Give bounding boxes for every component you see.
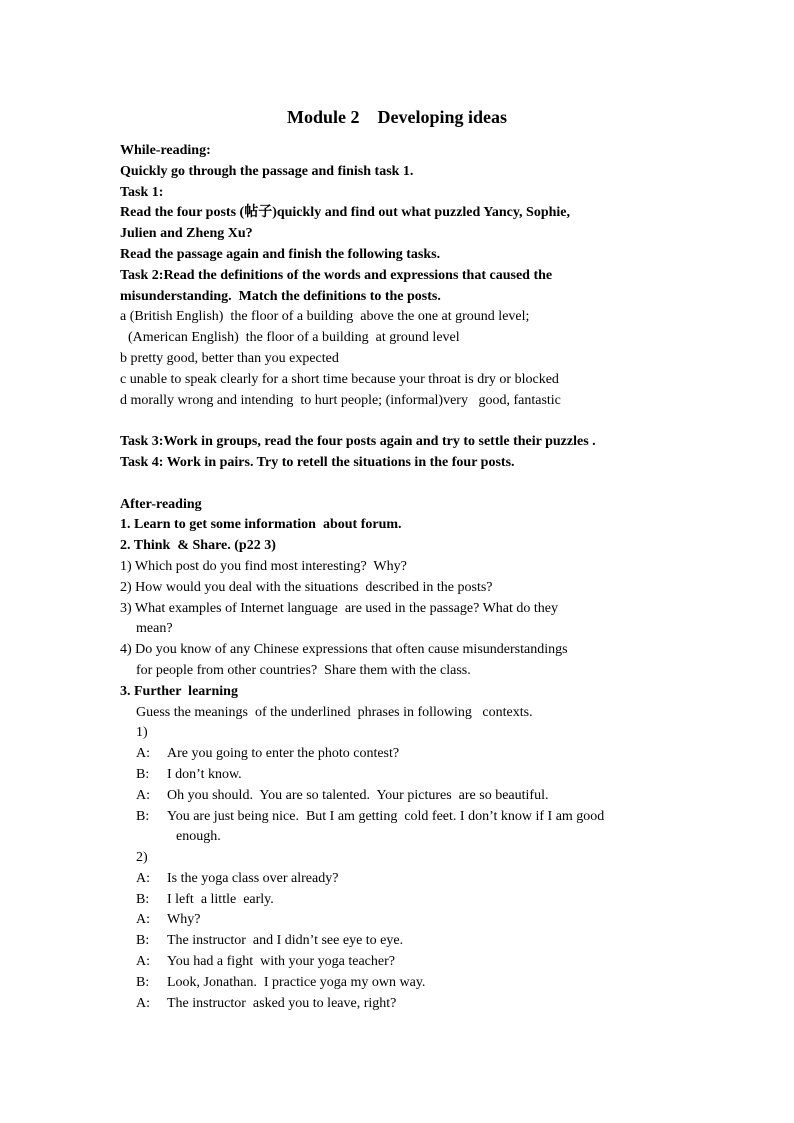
guess-instruction: Guess the meanings of the underlined phrases in following contexts.: [136, 704, 533, 720]
dialog-text: I don’t know.: [167, 766, 242, 782]
dialog-text: You had a fight with your yoga teacher?: [167, 954, 395, 970]
task2-line2: misunderstanding. Match the definitions to the posts.: [120, 288, 441, 304]
definition-a: a (British English) the floor of a building above the one at ground level;: [120, 309, 530, 325]
speaker-label: A:: [136, 954, 150, 970]
after-reading-item3: 3. Further learning: [120, 683, 238, 699]
dialog-line: [120, 973, 680, 994]
document-body: [120, 141, 680, 1014]
question-3-continued: mean?: [136, 621, 173, 637]
question-3: 3) What examples of Internet language are used in the passage? What do they: [120, 600, 558, 616]
speaker-label: B:: [136, 891, 150, 907]
question-1: 1) Which post do you find most interesting? Why?: [120, 558, 407, 574]
task1-label: Task 1:: [120, 184, 164, 200]
instruction-tasks: Read the passage again and finish the following tasks.: [120, 246, 441, 262]
spacer: [120, 411, 680, 432]
definition-c: c unable to speak clearly for a short time because your throat is dry or blocked: [120, 371, 559, 387]
dialog-text: Look, Jonathan. I practice yoga my own way.: [167, 974, 426, 990]
speaker-label: B:: [136, 808, 150, 824]
dialog-line: [120, 744, 680, 765]
definition-d: d morally wrong and intending to hurt people; (informal)very good, fantastic: [120, 392, 561, 408]
after-reading-item1: 1. Learn to get some information about forum.: [120, 517, 402, 533]
task2-line1: Task 2:Read the definitions of the words and expressions that caused the: [120, 267, 553, 283]
dialog-continuation: enough.: [176, 829, 221, 845]
after-reading-heading: After-reading: [120, 496, 202, 512]
speaker-label: B:: [136, 933, 150, 949]
dialog-line: [120, 931, 680, 952]
dialog-line: [120, 869, 680, 890]
dialog-text: Why?: [167, 912, 201, 928]
dialog-text: Is the yoga class over already?: [167, 870, 339, 886]
dialog-line: [120, 765, 680, 786]
dialog2-number: 2): [136, 850, 148, 866]
instruction-task1: Quickly go through the passage and finish task 1.: [120, 163, 414, 179]
spacer: [120, 474, 680, 495]
page-title: Module 2 Developing ideas: [286, 107, 507, 127]
task1-text-line1: Read the four posts (帖子)quickly and find out what puzzled Yancy, Sophie,: [120, 205, 571, 221]
speaker-label: A:: [136, 746, 150, 762]
speaker-label: B:: [136, 766, 150, 782]
speaker-label: A:: [136, 787, 150, 803]
speaker-label: A:: [136, 912, 150, 928]
dialog-text: The instructor and I didn’t see eye to eye.: [167, 933, 404, 949]
task4: Task 4: Work in pairs. Try to retell the situations in the four posts.: [120, 454, 515, 470]
while-reading-heading: While-reading:: [120, 143, 211, 158]
definition-b: b pretty good, better than you expected: [120, 350, 339, 366]
dialog-line: [120, 807, 680, 828]
dialog-line: [120, 786, 680, 807]
dialog-text: I left a little early.: [167, 891, 274, 907]
dialog-text: Oh you should. You are so talented. Your pictures are so beautiful.: [167, 787, 549, 803]
dialog-text: The instructor asked you to leave, right?: [167, 995, 397, 1011]
speaker-label: A:: [136, 870, 150, 886]
task1-text-line2: Julien and Zheng Xu?: [120, 226, 253, 242]
dialog-line: [120, 890, 680, 911]
after-reading-item2: 2. Think & Share. (p22 3): [120, 538, 276, 554]
speaker-label: B:: [136, 974, 150, 990]
question-2: 2) How would you deal with the situations described in the posts?: [120, 579, 493, 595]
task3: Task 3:Work in groups, read the four posts again and try to settle their puzzles .: [120, 434, 596, 450]
definition-a-continued: (American English) the floor of a building at ground level: [128, 330, 460, 346]
dialog-text: You are just being nice. But I am getting cold feet. I don’t know if I am good: [167, 808, 605, 824]
question-4: 4) Do you know of any Chinese expressions that often cause misunderstandings: [120, 642, 568, 658]
dialog-line: [120, 994, 680, 1015]
dialog1-number: 1): [136, 725, 148, 741]
dialog-line: [120, 910, 680, 931]
dialog-line: [120, 952, 680, 973]
question-4-continued: for people from other countries? Share them with the class.: [136, 662, 471, 678]
speaker-label: A:: [136, 995, 150, 1011]
dialog-text: Are you going to enter the photo contest?: [167, 746, 400, 762]
